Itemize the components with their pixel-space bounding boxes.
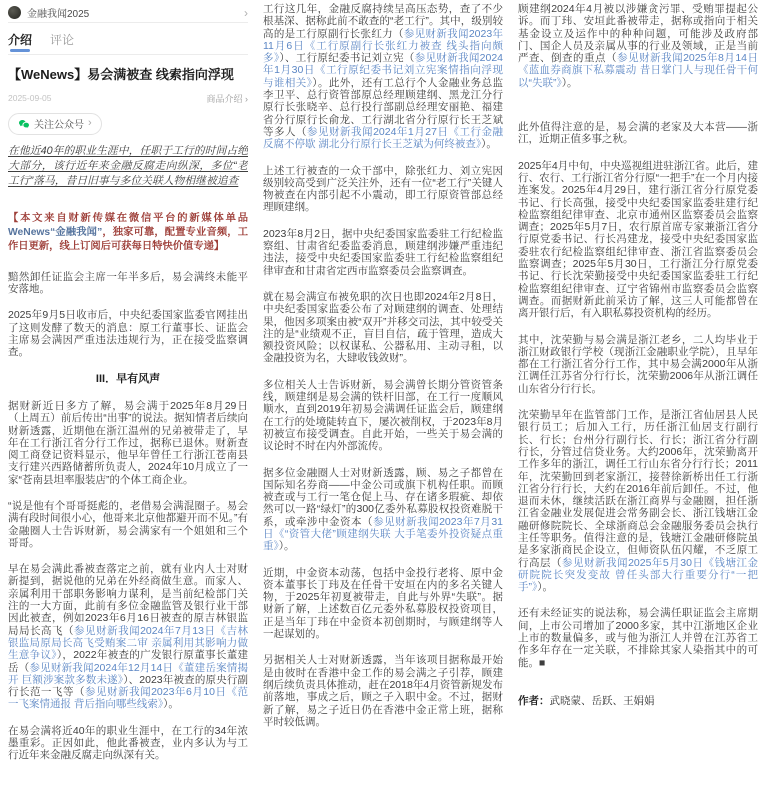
text-segment: ）。此外，还有工总行个人金融业务总监李卫平、总行资管部原总经理顾建纲、黑龙江分行原行长张晓辛、总行投行部副总经理安丽艳、福建省分行原行长俞龙、工行湖北省分行原行长王芝斌等多人（: [263, 76, 503, 138]
text-segment: 就在易会满宣布被免职的次日也即2024年2月8日，中央纪委国家监委公布了对顾建纲的调查、处理结果，他因多项案由被“双开”并移交司法，其中较受关注的是“业绩观不正，盲目自信，疏于管理，造成大额投资风险；以权谋私、公器私用、主动寻租，以金融投资为名，大肆收钱敛财”。: [263, 290, 503, 365]
paragraph: [263, 567, 503, 641]
paragraph: [518, 121, 758, 146]
paragraph: [8, 271, 248, 296]
chevron-right-icon[interactable]: ›: [244, 5, 248, 20]
text-segment: ）。: [561, 76, 578, 89]
paragraph: [518, 607, 758, 668]
account-header[interactable]: [8, 3, 248, 23]
text-segment: 在他近40年的职业生涯中，任职于工行的时间占绝大部分，该行近年来金融反腐走向纵深，多位“老工行”落马，昔日旧事与多位关联人物相继被追查: [8, 144, 248, 188]
text-segment: 据财新近日多方了解，易会满于2025年8月29日（上周五）前后传出“出事”的说法。据知情者后续向财新透露，近期他在浙江温州的兄弟被带走了，早年在工行浙江省分行工作过，据称已退休。财新查阅工商登记资料显示，他早年曾任工行浙江苍南县支行建兴西路储蓄所负责人，2024年10月成立了一家“苍南县坦率服装店”的个体工商企业。: [8, 399, 248, 486]
text-segment: 【本文来自财新传媒在微信平台的新媒体单品: [8, 213, 248, 225]
text-segment: ）。: [163, 698, 179, 711]
paragraph: [263, 467, 503, 553]
text-segment: “说是他有个哥哥挺彪的，老借易会满混圈子。易会满有段时间很小心，他哥来北京他都避开而不见。”有金融圈人士告诉财新，易会满家有一个姐姐和三个哥哥。: [8, 499, 248, 549]
text-segment: III．早有风声: [95, 372, 161, 385]
article-link[interactable]: 参见财新我闻2025年5月30日《钱塘江金研院院长突发变故 曾任头部大行重要分行“一把手”》: [518, 556, 758, 594]
article-link[interactable]: 参见财新我闻2025年8月14日《蓝血券商旗下私募震动 昔日掌门人与现任骨干何以“失联”》: [518, 52, 758, 89]
paragraph: [8, 309, 248, 358]
text-segment: 还有未经证实的说法称，易会满任职证监会主席期间，上市公司增加了2000多家，其中江浙地区企业上市的数量偏多，或与他为浙江人并曾在江苏省工作多年存在一定关联，不排除其家人染指其中的可能。■: [518, 607, 758, 669]
tab-comments[interactable]: 评论: [50, 33, 75, 47]
text-segment: 其中，沈荣勤与易会满是浙江老乡，二人均毕业于浙江财政银行学校（现浙江金融职业学院），且早年都在工行浙江省分行工作，其中易会满2000年从浙江调任江苏省分行行长，沈荣勤2006年从浙江调任山东省分行行长。: [518, 333, 758, 395]
author-line: [518, 695, 758, 707]
paragraph: [263, 228, 503, 277]
paragraph: [8, 725, 248, 762]
article-link[interactable]: 参见财新我闻2023年7月31日《“资管大佬”顾建纲失联 大手笔委外投资疑点重重》: [263, 515, 503, 553]
tab-intro[interactable]: 介绍: [8, 31, 32, 52]
account-name: 金融我闻2025: [27, 9, 90, 20]
disclaimer-paragraph: [8, 212, 248, 253]
paragraph: [8, 400, 248, 486]
paragraph: [518, 3, 758, 89]
text-segment: ），2022年被查的广发银行原董事长董建岳（: [8, 649, 248, 674]
section-heading: [8, 373, 248, 385]
paragraph: [8, 563, 248, 711]
text-segment: ）。: [481, 138, 497, 151]
text-segment: 此外值得注意的是，易会满的老家及大本营——浙江，近期正值多事之秋。: [518, 121, 758, 146]
article-link[interactable]: 参见财新我闻2023年6月10日《范一飞案情通报 背后指向哪些线索》: [8, 686, 248, 711]
follow-button-label: 关注公众号: [34, 120, 84, 132]
article-column-3: [518, 3, 758, 707]
text-segment: ）、工行原纪委书记刘立宪（: [279, 52, 415, 65]
article-column-2: [263, 3, 503, 728]
text-segment: 沈荣勤早年在监管部门工作，是浙江省仙居县人民银行员工；后加入工行，历任浙江仙居支行副行长、行长；台州分行副行长、行长；浙江省分行副行长，分管过信贷业务。大约2006年，沈荣勤离开工作多年的浙江，调任工行山东省分行行长；2011年，沈荣勤回到老家浙江，接替徐新桥出任工行浙江省分行行长，大约在2016年前后卸任。不过，他退而未休，继续活跃在浙江商界与金融圈，担任浙江省金融业发展促进会常务副会长、浙江钱塘江金融研修院院长、全球浙商总会金融服务委员会执行主任等职务。值得注意的是，钱塘江金融研修院虽是多家浙商民企设立，但师资队伍闪耀，不乏原工行高层（: [518, 409, 758, 569]
text-segment: 工行这几年，金融反腐持续呈高压态势，查了不少根基深、据称此前不敢查的“老工行”。其中，级别较高的是工行原副行长张红力（: [263, 3, 503, 40]
column-2: [263, 3, 503, 800]
text-segment: 2023年8月2日，据中央纪委国家监委驻工行纪检监察组、甘肃省纪委监委消息，顾建纲涉嫌严重违纪违法，接受中央纪委国家监委驻工行纪检监察组纪律审查和甘肃省定西市监察委员会监察调查。: [263, 227, 503, 277]
paragraph: [518, 334, 758, 395]
text-segment: 作者：: [518, 694, 550, 707]
text-segment: 黯然卸任证监会主席一年半多后，易会满终未能平安落地。: [8, 270, 248, 296]
paragraph: [263, 291, 503, 365]
paragraph: [263, 3, 503, 151]
article-link[interactable]: 参见财新我闻2024年12月14日《董建岳案情揭开 巨额涉案款多数未遂》: [8, 661, 248, 686]
article-column-1: [8, 144, 248, 762]
article-link[interactable]: 参见财新我闻2024年1月27日《工行金融反腐不停歇 湖北分行原行长王芝斌为何终被查》: [263, 125, 503, 151]
column-1: [8, 3, 248, 800]
article-link[interactable]: 参见财新我闻2024年7月13日《吉林银监局原局长高飞受贿案二审 亲属利用其影响力做生意争议》: [8, 624, 248, 662]
text-segment: 另据相关人士对财新透露，当年该项目据称最开始是由彼时在香港中金工作的易会满之子引荐，顾建纲后续负责具体推动，赶在2018年4月资管新规发布前落地，事成之后，顾之子入职中金。不过，据财新了解，易之子近日仍在香港中金正常上班，据称平时较低调。: [263, 654, 503, 728]
text-segment: 据多位金融圈人士对财新透露，顾、易之子都曾在国际知名券商——中金公司或旗下机构任职。而顾被查或与工行一笔仓促上马、存在诸多瑕疵、却依然可以一路“绿灯”的300亿委外私募股权投资难脱干系，或牵涉中金资本（: [263, 466, 503, 528]
intro-paragraph: [8, 144, 248, 190]
page-title: 【WeNews】易会满被查 线索指向浮现: [8, 67, 234, 82]
wechat-icon: [18, 118, 30, 130]
follow-account-button[interactable]: [8, 113, 102, 135]
text-segment: 在易会满将近40年的职业生涯中，在工行的34年浓墨重彩。正因如此，他此番被查，业内多认为与工行近年来金融反腐走向纵深有关。: [8, 724, 248, 762]
text-segment: 早在易会满此番被查落定之前，就有业内人士对财新提到，据说他的兄弟在外经商做生意。而家人、亲属利用干部职务影响力谋利，是当前纪检部门关注的一大方面，此前有多位金融监管及银行业干部因此被查，例如2023年6月16日被查的原吉林银监局局长高飞（: [8, 563, 248, 637]
text-segment: 多位相关人士告诉财新，易会满曾长期分管资管条线，顾建纲是易会满的铁杆旧部，在工行一度顺风顺水，直到2019年初易会满调任证监会后，顾建纲在工行的处境陡转直下，屡次被削权，于2023年8月初被宣布接受调查。自此开始，一些关于易会满的议论时不时在内外部流传。: [263, 378, 503, 453]
column-3: [518, 3, 758, 800]
paragraph: [263, 165, 503, 214]
text-segment: 顾建纲2024年4月被以涉嫌贪污罪、受贿罪提起公诉。而丁玮、安垣此番被带走，据称或指向于相关基金设立及运作中的种种问题，可能涉及政府部门、国企人员及亲属从事的行业及领域，正是当前严查、倒查的重点（: [518, 3, 758, 65]
paragraph: [263, 654, 503, 728]
meta-row: [8, 92, 248, 105]
paragraph: [518, 160, 758, 320]
chevron-right-icon: ›: [88, 117, 92, 130]
text-segment: ）、2023年被查的原央行副行长范一飞等（: [8, 673, 248, 699]
tab-bar: [8, 23, 248, 55]
text-segment: 上述工行被查的一众干部中，除张红力、刘立宪因级别较高受到广泛关注外，还有一位“老工行”关键人物被查在内部引起不小震动，即工行原资管部总经理顾建纲。: [263, 164, 503, 214]
text-segment: 2025年4月中旬，中央巡视组进驻浙江省。此后，建行、农行、工行浙江省分行原“一把手”在一个月内接连案发。2025年4月29日，建行浙江省分行原党委书记、行长高强，接受中央纪委国家监委驻建行纪检监察组纪律审查、北京市通州区监察委员会监察调查；2025年5月7日，农行原首席专家兼浙江省分行原党委书记、行长冯建龙，接受中央纪委国家监委驻农行纪检监察组纪律审查、浙江省监察委员会监察调查；2025年5月30日，工行浙江分行原党委书记、行长沈荣勤接受中央纪委国家监委驻工行纪检监察组纪律审查、辽宁省锦州市监察委员会监察调查。而据财新此前采访了解，这三人可能都曾在离开银行后，有入职私募投资机构的经历。: [518, 159, 758, 320]
text-segment: 2025年9月5日收市后，中央纪委国家监委官网挂出了这则发酵了数天的消息：原工行董事长、证监会主席易会满因严重违法违规行为，正在接受监察调查。: [8, 309, 248, 359]
paragraph: [8, 500, 248, 549]
product-intro-link[interactable]: 商品介绍 ›: [206, 93, 248, 104]
text-segment: 近期，中金资本动荡，包括中金投行老将、原中金资本董事长丁玮及在任骨干安垣在内的多名关键人物，于2025年初夏被带走，自此与外界“失联”。据财新了解，上述数百亿元委外私募股权投资项目，正是当年丁玮在中金资本初创期时，与顾建纲等人一起谋划的。: [263, 566, 503, 641]
text-segment: ）。: [537, 581, 553, 594]
text-segment: WeNews“金融我闻”: [8, 227, 103, 239]
text-segment: ，独家可靠，配置专业音频，工作日更新，线上订阅后可获每日特快价值专递】: [8, 227, 248, 253]
article-link[interactable]: 参见财新我闻2024年1月30日《工行原纪委书记刘立宪案情指向浮现 与谁相关》: [263, 52, 503, 89]
publish-date: 2025-09-05: [8, 93, 52, 104]
paragraph: [518, 409, 758, 593]
paragraph: [263, 379, 503, 453]
text-segment: 武晓蒙、岳跃、王娟娟: [549, 694, 655, 707]
account-avatar: [8, 6, 21, 19]
text-segment: ）。: [278, 540, 295, 553]
article-link[interactable]: 参见财新我闻2023年11月6日《工行原副行长张红力被查 线头指向颇多》: [263, 27, 503, 65]
